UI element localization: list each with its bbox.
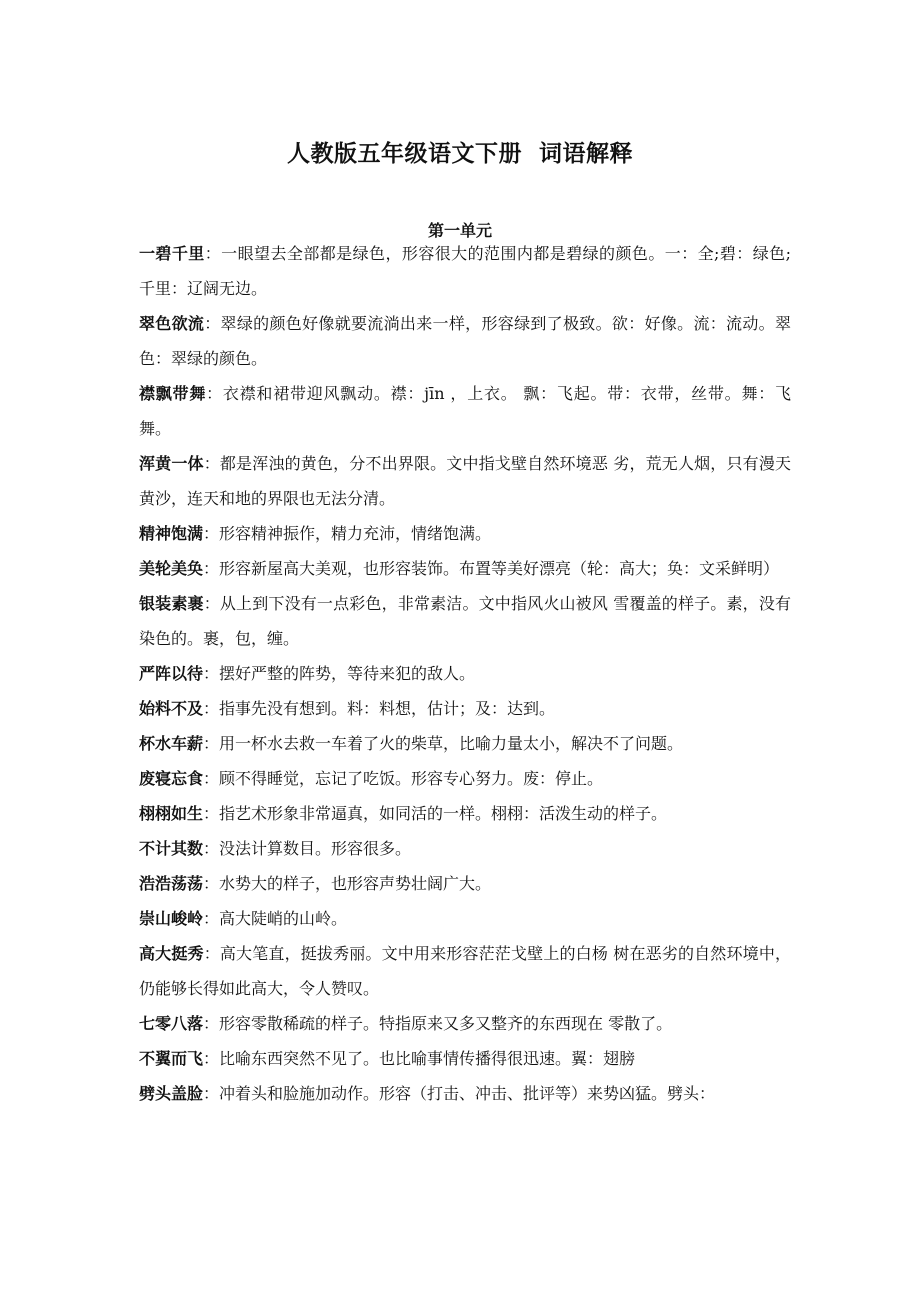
- entry-definition: ：水势大的样子，也形容声势壮阔广大。: [203, 874, 492, 893]
- entry-term: 不计其数: [139, 839, 204, 858]
- entry-term: 襟飘带舞: [139, 384, 207, 403]
- entry-term: 不翼而飞: [139, 1049, 204, 1068]
- entry-term: 翠色欲流: [139, 314, 205, 333]
- entry-definition: ：高大笔直，挺拔秀丽。文中用来形容茫茫戈壁上的白杨 树在恶劣的自然环境中，仍能够长得如此高大，令人赞叹。: [139, 944, 791, 998]
- entry-term: 废寝忘食: [139, 769, 204, 788]
- entry-definition: ：翠绿的颜色好像就要流淌出来一样，形容绿到了极致。欲：好像。流：流动。翠色：翠绿的颜色。: [139, 314, 791, 368]
- entry-term: 精神饱满: [139, 524, 204, 543]
- entry-term: 一碧千里: [139, 244, 205, 263]
- vocabulary-entry: [139, 691, 791, 726]
- entry-term: 浑黄一体: [139, 454, 204, 473]
- entry-definition: ：一眼望去全部都是绿色，形容很大的范围内都是碧绿的颜色。一：全;碧：绿色; 千里：辽阔无边。: [139, 244, 791, 298]
- vocabulary-entry: [139, 796, 791, 831]
- vocabulary-entry: [139, 936, 791, 1006]
- vocabulary-entry: [139, 726, 791, 761]
- entry-term: 严阵以待: [139, 664, 204, 683]
- vocabulary-entry: [139, 446, 791, 516]
- entry-definition: ：没法计算数目。形容很多。: [203, 839, 412, 858]
- entry-term: 崇山峻岭: [139, 909, 204, 928]
- entry-term: 高大挺秀: [139, 944, 204, 963]
- entry-definition: ：形容新屋高大美观，也形容装饰。布置等美好漂亮（轮：高大；奂：文采鲜明）: [203, 559, 780, 578]
- vocabulary-list: [139, 236, 791, 1111]
- entry-term: 劈头盖脸: [139, 1084, 204, 1103]
- entry-term: 栩栩如生: [139, 804, 204, 823]
- vocabulary-entry: [139, 1006, 791, 1041]
- entry-definition: ：衣襟和裙带迎风飘动。襟：jīn ，上衣。 飘：飞起。带：衣带，丝带。舞：飞舞。: [139, 384, 791, 438]
- vocabulary-entry: [139, 866, 791, 901]
- entry-definition: ：从上到下没有一点彩色，非常素洁。文中指风火山被风 雪覆盖的样子。素，没有染色的。裹，包，缠。: [139, 594, 791, 648]
- unit-title: 第一单元: [427, 221, 492, 241]
- vocabulary-entry: [139, 551, 791, 586]
- entry-definition: ：形容零散稀疏的样子。特指原来又多又整齐的东西现在 零散了。: [203, 1014, 673, 1033]
- entry-term: 银装素裹: [139, 594, 204, 613]
- entry-term: 始料不及: [139, 699, 204, 718]
- entry-definition: ：指事先没有想到。料：料想，估计；及：达到。: [203, 699, 556, 718]
- entry-definition: ：比喻东西突然不见了。也比喻事情传播得很迅速。翼：翅膀: [203, 1049, 636, 1068]
- vocabulary-entry: [139, 761, 791, 796]
- vocabulary-entry: [139, 306, 791, 376]
- entry-definition: ：都是浑浊的黄色，分不出界限。文中指戈壁自然环境恶 劣，荒无人烟，只有漫天黄沙，连天和地的界限也无法分清。: [139, 454, 791, 508]
- entry-definition: ：用一杯水去救一车着了火的柴草，比喻力量太小，解决不了问题。: [203, 734, 684, 753]
- entry-definition: ：高大陡峭的山岭。: [203, 909, 348, 928]
- entry-term: 美轮美奂: [139, 559, 204, 578]
- vocabulary-entry: [139, 1041, 791, 1076]
- vocabulary-entry: [139, 656, 791, 691]
- entry-term: 七零八落: [139, 1014, 204, 1033]
- entry-definition: ：形容精神振作，精力充沛，情绪饱满。: [203, 524, 492, 543]
- vocabulary-entry: [139, 1076, 791, 1111]
- vocabulary-entry: [139, 376, 791, 446]
- vocabulary-entry: [139, 516, 791, 551]
- entry-definition: ：摆好严整的阵势，等待来犯的敌人。: [203, 664, 476, 683]
- vocabulary-entry: [139, 901, 791, 936]
- document-title: 人教版五年级语文下册 词语解释: [286, 140, 633, 168]
- entry-term: 杯水车薪: [139, 734, 204, 753]
- vocabulary-entry: [139, 831, 791, 866]
- entry-term: 浩浩荡荡: [139, 874, 204, 893]
- entry-definition: ：顾不得睡觉，忘记了吃饭。形容专心努力。废：停止。: [203, 769, 604, 788]
- entry-definition: ：冲着头和脸施加动作。形容（打击、冲击、批评等）来势凶猛。劈头：: [203, 1084, 716, 1103]
- entry-definition: ：指艺术形象非常逼真，如同活的一样。栩栩：活泼生动的样子。: [203, 804, 668, 823]
- vocabulary-entry: [139, 586, 791, 656]
- vocabulary-entry: [139, 236, 791, 306]
